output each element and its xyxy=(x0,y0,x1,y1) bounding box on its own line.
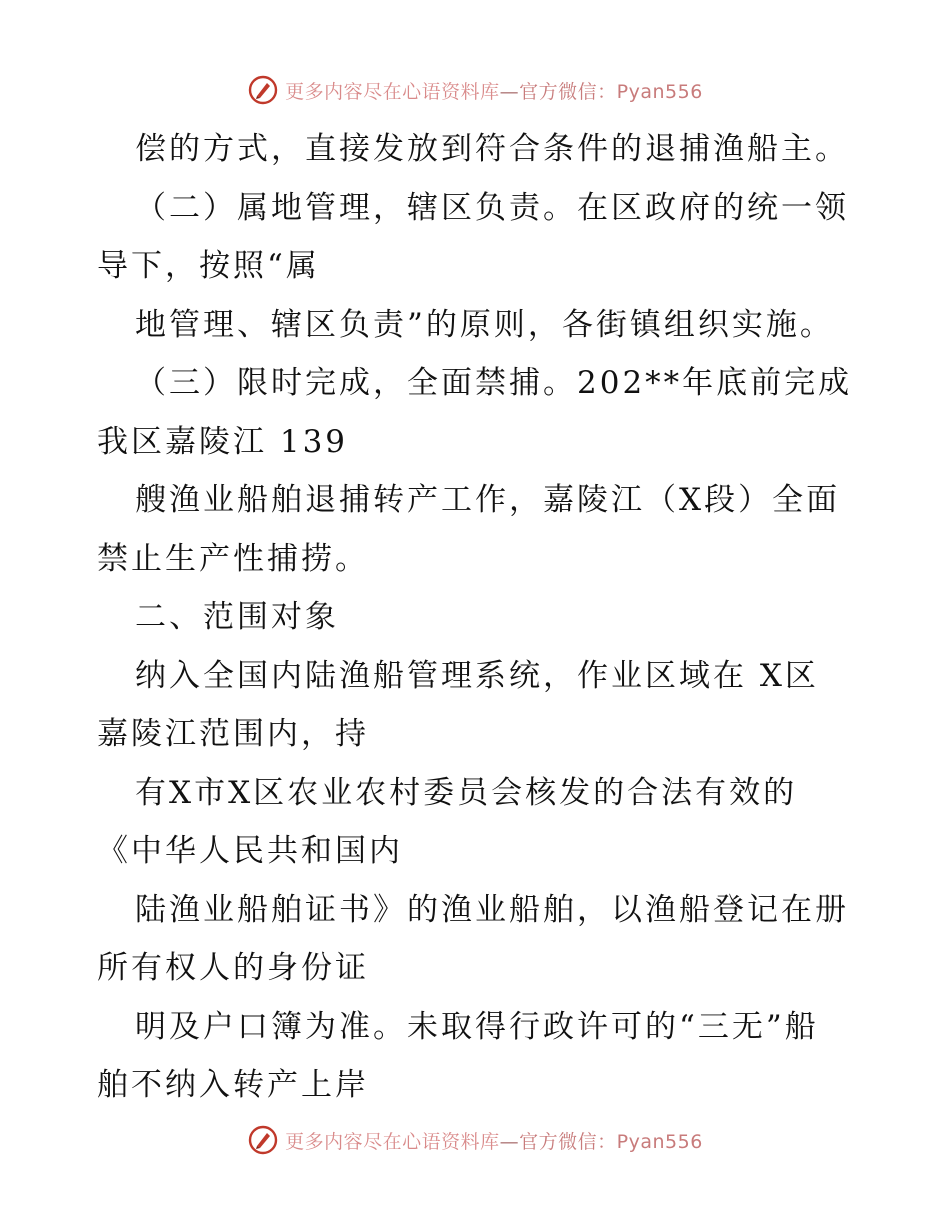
body-line: 舶不纳入转产上岸 xyxy=(97,1067,369,1103)
body-line: 明及户口簿为准。未取得行政许可的“三无”船 xyxy=(135,1008,819,1045)
body-line: 偿的方式，直接发放到符合条件的退捕渔船主。 xyxy=(135,131,849,167)
body-line: 嘉陵江范围内，持 xyxy=(97,716,369,752)
footer-banner-text xyxy=(285,1127,703,1154)
header-wechat-text: 官方微信：Pyan556 xyxy=(519,80,703,103)
body-line: 地管理、辖区负责”的原则，各街镇组织实施。 xyxy=(135,306,834,343)
footer-banner xyxy=(0,1120,950,1160)
header-site-text: 更多内容尽在心语资料库 xyxy=(285,80,500,103)
body-line: 纳入全国内陆渔船管理系统，作业区域在 X区 xyxy=(135,657,819,694)
document-body xyxy=(97,120,877,1115)
body-line: 艘渔业船舶退捕转产工作，嘉陵江（X段）全面 xyxy=(135,482,841,518)
quill-logo-icon xyxy=(247,74,279,106)
header-separator: — xyxy=(499,80,520,103)
body-line: 我区嘉陵江 139 xyxy=(97,423,349,460)
body-line: 陆渔业船舶证书》的渔业船舶，以渔船登记在册 xyxy=(135,891,849,928)
header-banner-text xyxy=(285,77,703,104)
body-line: 《中华人民共和国内 xyxy=(97,833,403,869)
body-line: 所有权人的身份证 xyxy=(97,950,369,986)
body-line: 二、范围对象 xyxy=(135,599,339,635)
footer-wechat-text: 官方微信：Pyan556 xyxy=(519,1130,703,1153)
body-line: 禁止生产性捕捞。 xyxy=(97,540,369,577)
body-line: （二）属地管理，辖区负责。在区政府的统一领 xyxy=(135,189,849,226)
quill-logo-icon xyxy=(247,1124,279,1156)
header-banner xyxy=(0,70,950,110)
body-line: 有X市X区农业农村委员会核发的合法有效的 xyxy=(135,774,798,811)
body-line: 导下，按照“属 xyxy=(97,248,320,284)
footer-site-text: 更多内容尽在心语资料库 xyxy=(285,1130,500,1153)
body-line: （三）限时完成，全面禁捕。202**年底前完成 xyxy=(135,365,853,401)
footer-separator: — xyxy=(499,1130,520,1153)
